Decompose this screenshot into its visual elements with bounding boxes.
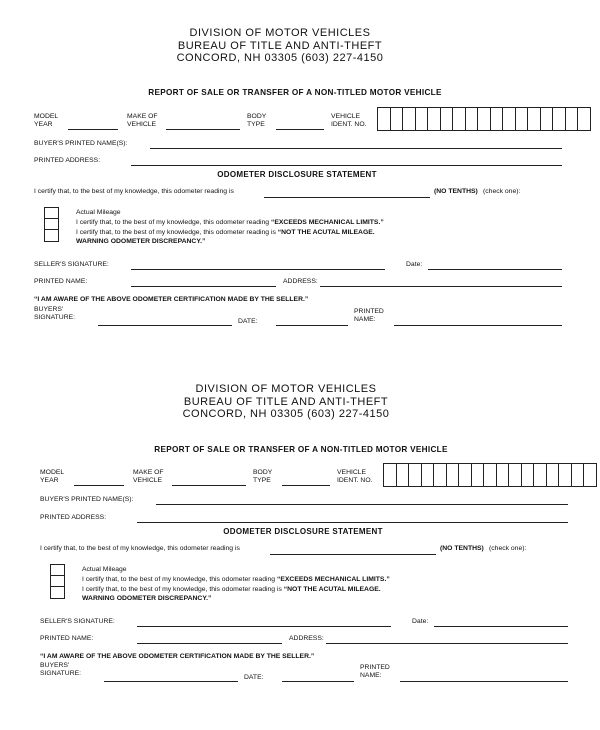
printed-address-label: PRINTED ADDRESS:	[34, 157, 101, 164]
make-label: MAKE OF VEHICLE	[133, 469, 164, 484]
buyers-signature-label: BUYERS' SIGNATURE:	[34, 306, 76, 321]
no-tenths-label: (NO TENTHS)	[434, 188, 478, 195]
date-field[interactable]	[428, 269, 562, 270]
option-actual-mileage: Actual Mileage	[76, 209, 121, 216]
buyer-printed-name-field[interactable]	[394, 325, 562, 326]
body-type-label: BODY TYPE	[247, 113, 267, 128]
vin-label: VEHICLE IDENT. NO.	[331, 113, 367, 128]
odometer-certify-text: I certify that, to the best of my knowledge, this odometer reading is	[34, 188, 234, 195]
option-exceeds-limits: I certify that, to the best of my knowledge, this odometer reading “EXCEEDS MECHANICAL LIMITS.”	[82, 576, 390, 583]
vin-label: VEHICLE IDENT. NO.	[337, 469, 373, 484]
check-one-label: (check one):	[489, 545, 527, 552]
body-type-label: BODY TYPE	[253, 469, 273, 484]
option-discrepancy-warning: WARNING ODOMETER DISCREPANCY.”	[82, 595, 212, 602]
buyers-signature-field[interactable]	[104, 681, 238, 682]
printed-name-label-2: PRINTED NAME:	[354, 308, 384, 323]
buyer-statement: “I AM AWARE OF THE ABOVE ODOMETER CERTIFICATION MADE BY THE SELLER.”	[40, 653, 315, 660]
header-address: CONCORD, NH 03305 (603) 227-4150	[176, 52, 384, 64]
odometer-heading: ODOMETER DISCLOSURE STATEMENT	[217, 170, 377, 179]
vin-boxes[interactable]	[377, 107, 591, 131]
seller-signature-field[interactable]	[137, 626, 391, 627]
buyer-statement: “I AM AWARE OF THE ABOVE ODOMETER CERTIFICATION MADE BY THE SELLER.”	[34, 296, 309, 303]
checkbox-not-actual[interactable]	[50, 586, 65, 599]
printed-address-field[interactable]	[137, 522, 568, 523]
buyers-name-field[interactable]	[150, 148, 562, 149]
date-caps-label: DATE:	[244, 674, 264, 681]
model-year-field[interactable]	[74, 485, 124, 486]
seller-signature-field[interactable]	[131, 269, 385, 270]
option-discrepancy-warning: WARNING ODOMETER DISCREPANCY.”	[76, 238, 206, 245]
make-field[interactable]	[166, 129, 240, 130]
buyer-date-field[interactable]	[276, 325, 348, 326]
odometer-heading: ODOMETER DISCLOSURE STATEMENT	[223, 527, 383, 536]
form-title: REPORT OF SALE OR TRANSFER OF A NON-TITLED MOTOR VEHICLE	[154, 445, 448, 454]
vin-boxes[interactable]	[383, 463, 597, 487]
date-label: Date:	[412, 618, 429, 625]
printed-address-label: PRINTED ADDRESS:	[40, 514, 107, 521]
model-year-label: MODEL YEAR	[40, 469, 65, 484]
header-division: DIVISION OF MOTOR VEHICLES	[195, 383, 377, 395]
odometer-certify-text: I certify that, to the best of my knowledge, this odometer reading is	[40, 545, 240, 552]
address-field[interactable]	[320, 286, 562, 287]
header-bureau: BUREAU OF TITLE AND ANTI-THEFT	[183, 396, 389, 408]
option-not-actual: I certify that, to the best of my knowledge, this odometer reading is “NOT THE ACUTAL MILEAGE.	[76, 229, 375, 236]
make-field[interactable]	[172, 485, 246, 486]
form-copy-1	[0, 0, 600, 360]
header-bureau: BUREAU OF TITLE AND ANTI-THEFT	[177, 40, 383, 52]
option-actual-mileage: Actual Mileage	[82, 566, 127, 573]
buyers-signature-label: BUYERS' SIGNATURE:	[40, 662, 82, 677]
no-tenths-label: (NO TENTHS)	[440, 545, 484, 552]
model-year-field[interactable]	[68, 129, 118, 130]
body-type-field[interactable]	[276, 129, 324, 130]
buyer-printed-name-field[interactable]	[400, 681, 568, 682]
form-title: REPORT OF SALE OR TRANSFER OF A NON-TITLED MOTOR VEHICLE	[148, 88, 442, 97]
option-not-actual: I certify that, to the best of my knowledge, this odometer reading is “NOT THE ACUTAL MILEAGE.	[82, 586, 381, 593]
option-exceeds-limits: I certify that, to the best of my knowledge, this odometer reading “EXCEEDS MECHANICAL LIMITS.”	[76, 219, 384, 226]
printed-name-label: PRINTED NAME:	[40, 635, 94, 642]
buyers-name-label: BUYER'S PRINTED NAME(S):	[40, 496, 134, 503]
printed-name-field[interactable]	[131, 286, 276, 287]
odometer-reading-field[interactable]	[264, 197, 430, 198]
printed-address-field[interactable]	[131, 165, 562, 166]
address-field[interactable]	[326, 643, 568, 644]
checkbox-not-actual[interactable]	[44, 229, 59, 242]
address-label: ADDRESS:	[289, 635, 324, 642]
form-copy-2	[0, 356, 600, 716]
seller-signature-label: SELLER'S SIGNATURE:	[34, 261, 109, 268]
printed-name-label-2: PRINTED NAME:	[360, 664, 390, 679]
buyers-signature-field[interactable]	[98, 325, 232, 326]
header-address: CONCORD, NH 03305 (603) 227-4150	[182, 408, 390, 420]
printed-name-field[interactable]	[137, 643, 282, 644]
date-caps-label: DATE:	[238, 318, 258, 325]
date-label: Date:	[406, 261, 423, 268]
make-label: MAKE OF VEHICLE	[127, 113, 158, 128]
seller-signature-label: SELLER'S SIGNATURE:	[40, 618, 115, 625]
buyer-date-field[interactable]	[282, 681, 354, 682]
buyers-name-field[interactable]	[156, 504, 568, 505]
body-type-field[interactable]	[282, 485, 330, 486]
printed-name-label: PRINTED NAME:	[34, 278, 88, 285]
buyers-name-label: BUYER'S PRINTED NAME(S):	[34, 140, 128, 147]
model-year-label: MODEL YEAR	[34, 113, 59, 128]
date-field[interactable]	[434, 626, 568, 627]
header-division: DIVISION OF MOTOR VEHICLES	[189, 27, 371, 39]
check-one-label: (check one):	[483, 188, 521, 195]
odometer-reading-field[interactable]	[270, 554, 436, 555]
address-label: ADDRESS:	[283, 278, 318, 285]
